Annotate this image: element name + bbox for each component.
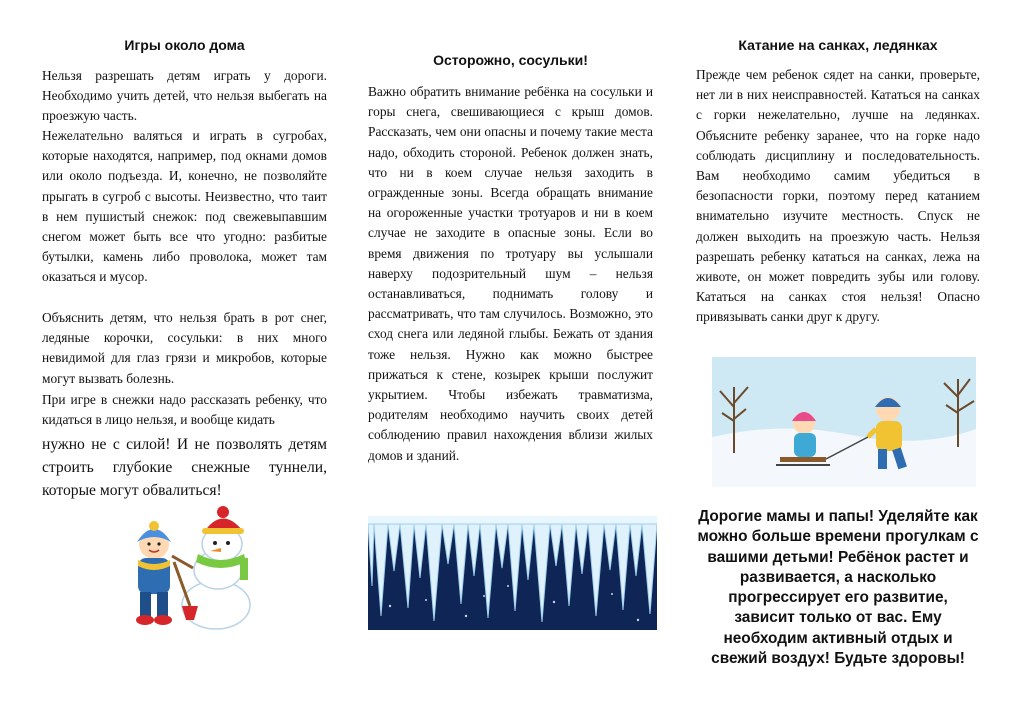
parents-appeal: Дорогие мамы и папы! Уделяйте как можно больше времени прогулкам с вашими детьми! Ребёнок растет и развивается, а насколько прогрессирует его развитие, зависит только от вас. Ему необходим активный отдых и свежий воздух! Будьте здоровы! <box>697 508 979 668</box>
paragraph-road: Нельзя разрешать детям играть у дороги. Необходимо учить детей, что нельзя выбегать на проезжую часть. <box>42 68 327 124</box>
section-title-sledding: Катание на санках, ледянках <box>738 37 938 53</box>
section-title-icicles: Осторожно, сосульки! <box>433 52 588 68</box>
paragraph-snow-tunnels: нужно не с силой! И не позволять детям строить глубокие снежные туннели, которые могут обвалиться! <box>42 436 327 499</box>
paragraph-snowdrifts: Нежелательно валяться и играть в сугробах, которые находятся, например, под окнами домов или около подъезда. И, конечно, не позволяйте прыгать в сугроб с высоты. Неизвестно, что таит в нем пушистый снежок: под свежевыпавшим снегом может быть все что угодно: разбитые бутылки, камень либо проволока, может там оказаться и мусор. <box>42 128 327 285</box>
paragraph-icicles-danger: Важно обратить внимание ребёнка на сосульки и горы снега, свешивающиеся с крыш домов. Рассказать, чем они опасны и почему такие места надо, обходить стороной. Ребенок должен знать, что ни в коем случае нельзя заходить в огражденные зоны. Всегда обращать внимание на огороженные участки тротуаров и ни в коем случае не заходите в опасные зоны. Если во время движения по тротуару вы услышали наверху подозрительный шум – нельзя останавливаться, поднимать голову и рассматривать, что там случилось. Возможно, это сход снега или ледяной глыбы. Бежать от здания тоже нельзя. Нужно как можно быстрее прижаться к стене, козырек крыши послужит укрытием. Чтобы избежать травматизма, родителям необходимо научить своих детей соблюдению правил нахождения вблизи жилых домов и зданий. <box>368 84 653 463</box>
children-sledding-illustration <box>712 357 976 487</box>
icicles-illustration <box>368 516 657 630</box>
section-title-games: Игры около дома <box>124 37 245 53</box>
paragraph-snowballs: При игре в снежки надо рассказать ребенку, что кидаться в лицо нельзя, и вообще кидать <box>42 392 327 428</box>
paragraph-sledding-rules: Прежде чем ребенок сядет на санки, проверьте, нет ли в них неисправностей. Кататься на санках с горки нежелательно, лучше на ледянках. Объясните ребенку заранее, что на горке надо соблюдать дисциплину и последовательность. Вам необходимо самим убедиться в безопасности горки, поэтому перед катанием внимательно изучите местность. Спуск не должен выходить на проезжую часть. Нельзя разрешать ребенку кататься на санках, лежа на животе, он может повредить зубы или голову. Кататься на санках стоя нельзя! Опасно привязывать санки друг к другу. <box>696 67 980 325</box>
child-with-snowman-illustration <box>94 502 264 632</box>
paragraph-eating-snow: Объяснить детям, что нельзя брать в рот снег, ледяные корочки, сосульки: в них много невидимой для глаз грязи и микробов, которые могут вызвать болезнь. <box>42 310 327 386</box>
